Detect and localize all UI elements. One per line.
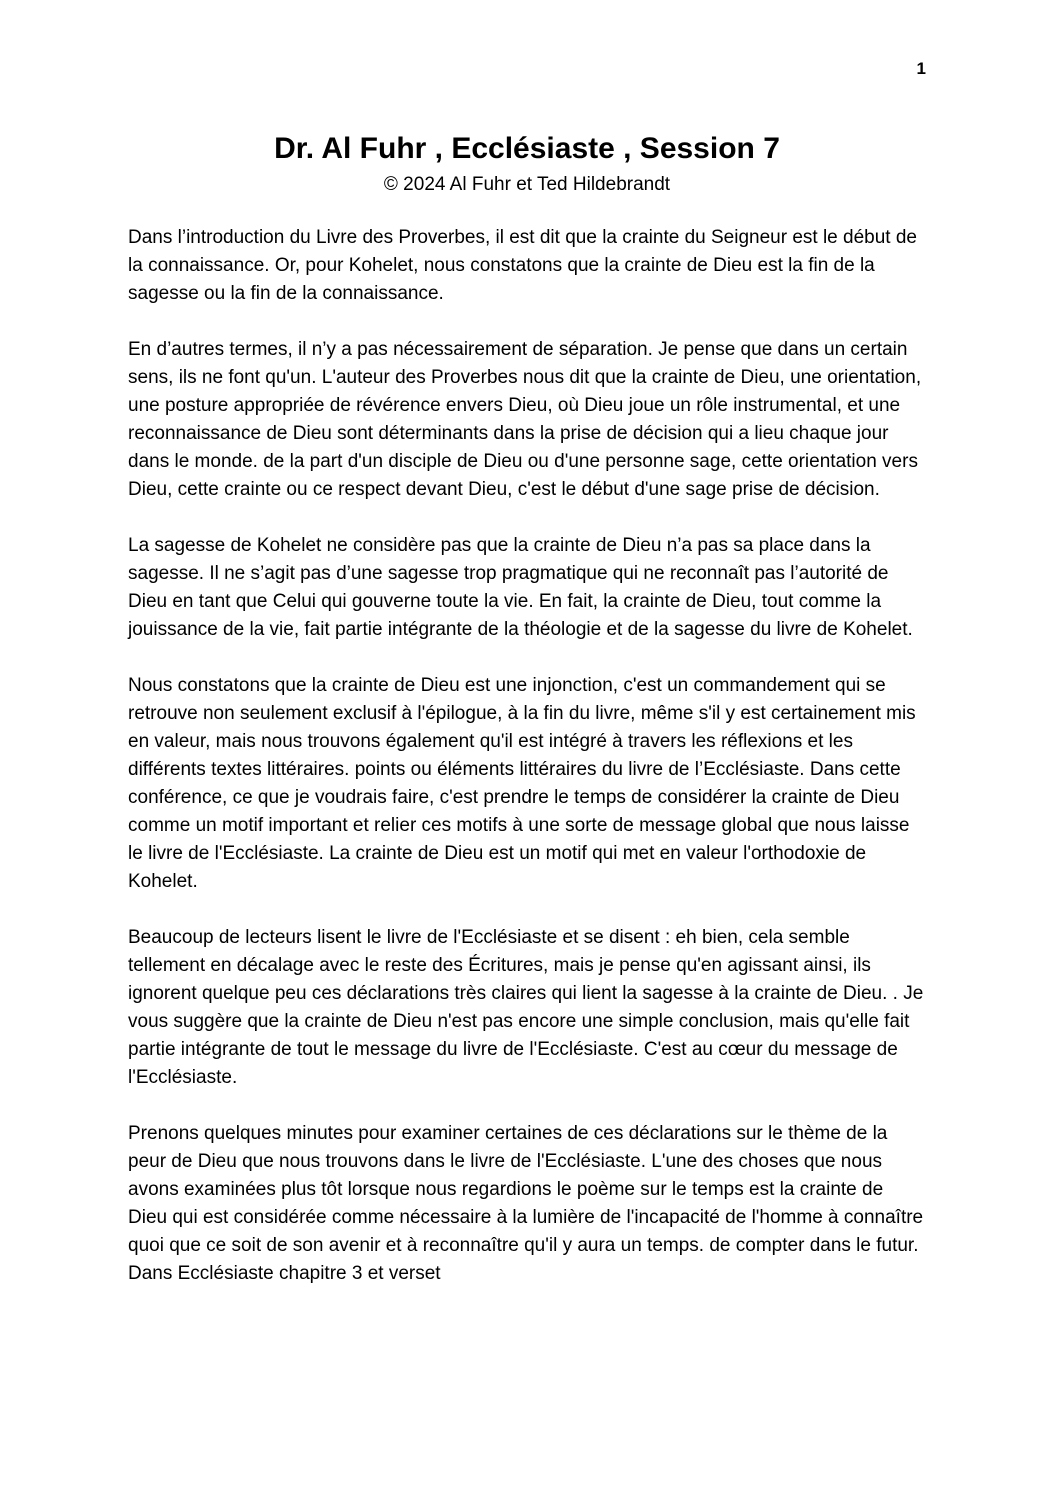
copyright-line: © 2024 Al Fuhr et Ted Hildebrandt bbox=[383, 174, 671, 195]
paragraph: Prenons quelques minutes pour examiner certaines de ces déclarations sur le thème de la peur de Dieu que nous trouvons dans le livre de l'Ecclésiaste. L'une des choses que nous avons examinées plus tôt lorsque nous regardions le poème sur le temps est la crainte de Dieu qui est considérée comme nécessaire à la lumière de l'incapacité de l'homme à connaître quoi que ce soit de son avenir et à reconnaître qu'il y aura un temps. de compter dans le futur. Dans Ecclésiaste chapitre 3 et verset bbox=[128, 1123, 924, 1284]
document-title: Dr. Al Fuhr , Ecclésiaste , Session 7 bbox=[274, 132, 780, 165]
paragraph: Nous constatons que la crainte de Dieu est une injonction, c'est un commandement qui se retrouve non seulement exclusif à l'épilogue, à la fin du livre, même s'il y est certainement mis en valeur, mais nous trouvons également qu'il est intégré à travers les réflexions et les différents textes littéraires. points ou éléments littéraires du livre de l’Ecclésiaste. Dans cette conférence, ce que je voudrais faire, c'est prendre le temps de considérer la crainte de Dieu comme un motif important et relier ces motifs à une sorte de message global que nous laisse le livre de l'Ecclésiaste. La crainte de Dieu est un motif qui met en valeur l'orthodoxie de Kohelet. bbox=[128, 675, 916, 892]
paragraph: Beaucoup de lecteurs lisent le livre de l'Ecclésiaste et se disent : eh bien, cela semble tellement en décalage avec le reste des Écritures, mais je pense qu'en agissant ainsi, ils ignorent quelque peu ces déclarations très claires qui lient la sagesse à la crainte de Dieu. . Je vous suggère que la crainte de Dieu n'est pas encore une simple conclusion, mais qu'elle fait partie intégrante de tout le message du livre de l'Ecclésiaste. C'est au cœur du message de l'Ecclésiaste. bbox=[128, 927, 924, 1088]
page-content bbox=[128, 0, 926, 1316]
paragraph: La sagesse de Kohelet ne considère pas que la crainte de Dieu n’a pas sa place dans la sagesse. Il ne s’agit pas d’une sagesse trop pragmatique qui ne reconnaît pas l’autorité de Dieu en tant que Celui qui gouverne toute la vie. En fait, la crainte de Dieu, tout comme la jouissance de la vie, fait partie intégrante de la théologie et de la sagesse du livre de Kohelet. bbox=[128, 535, 913, 640]
page-number: 1 bbox=[916, 59, 926, 78]
paragraph: Dans l’introduction du Livre des Proverbes, il est dit que la crainte du Seigneur est le début de la connaissance. Or, pour Kohelet, nous constatons que la crainte de Dieu est la fin de la sagesse ou la fin de la connaissance. bbox=[128, 227, 917, 304]
paragraph: En d’autres termes, il n’y a pas nécessairement de séparation. Je pense que dans un certain sens, ils ne font qu'un. L'auteur des Proverbes nous dit que la crainte de Dieu, une orientation, une posture appropriée de révérence envers Dieu, où Dieu joue un rôle instrumental, et une reconnaissance de Dieu sont déterminants dans la prise de décision qui a lieu chaque jour dans le monde. de la part d'un disciple de Dieu ou d'une personne sage, cette orientation vers Dieu, cette crainte ou ce respect devant Dieu, c'est le début d'une sage prise de décision. bbox=[128, 339, 922, 500]
